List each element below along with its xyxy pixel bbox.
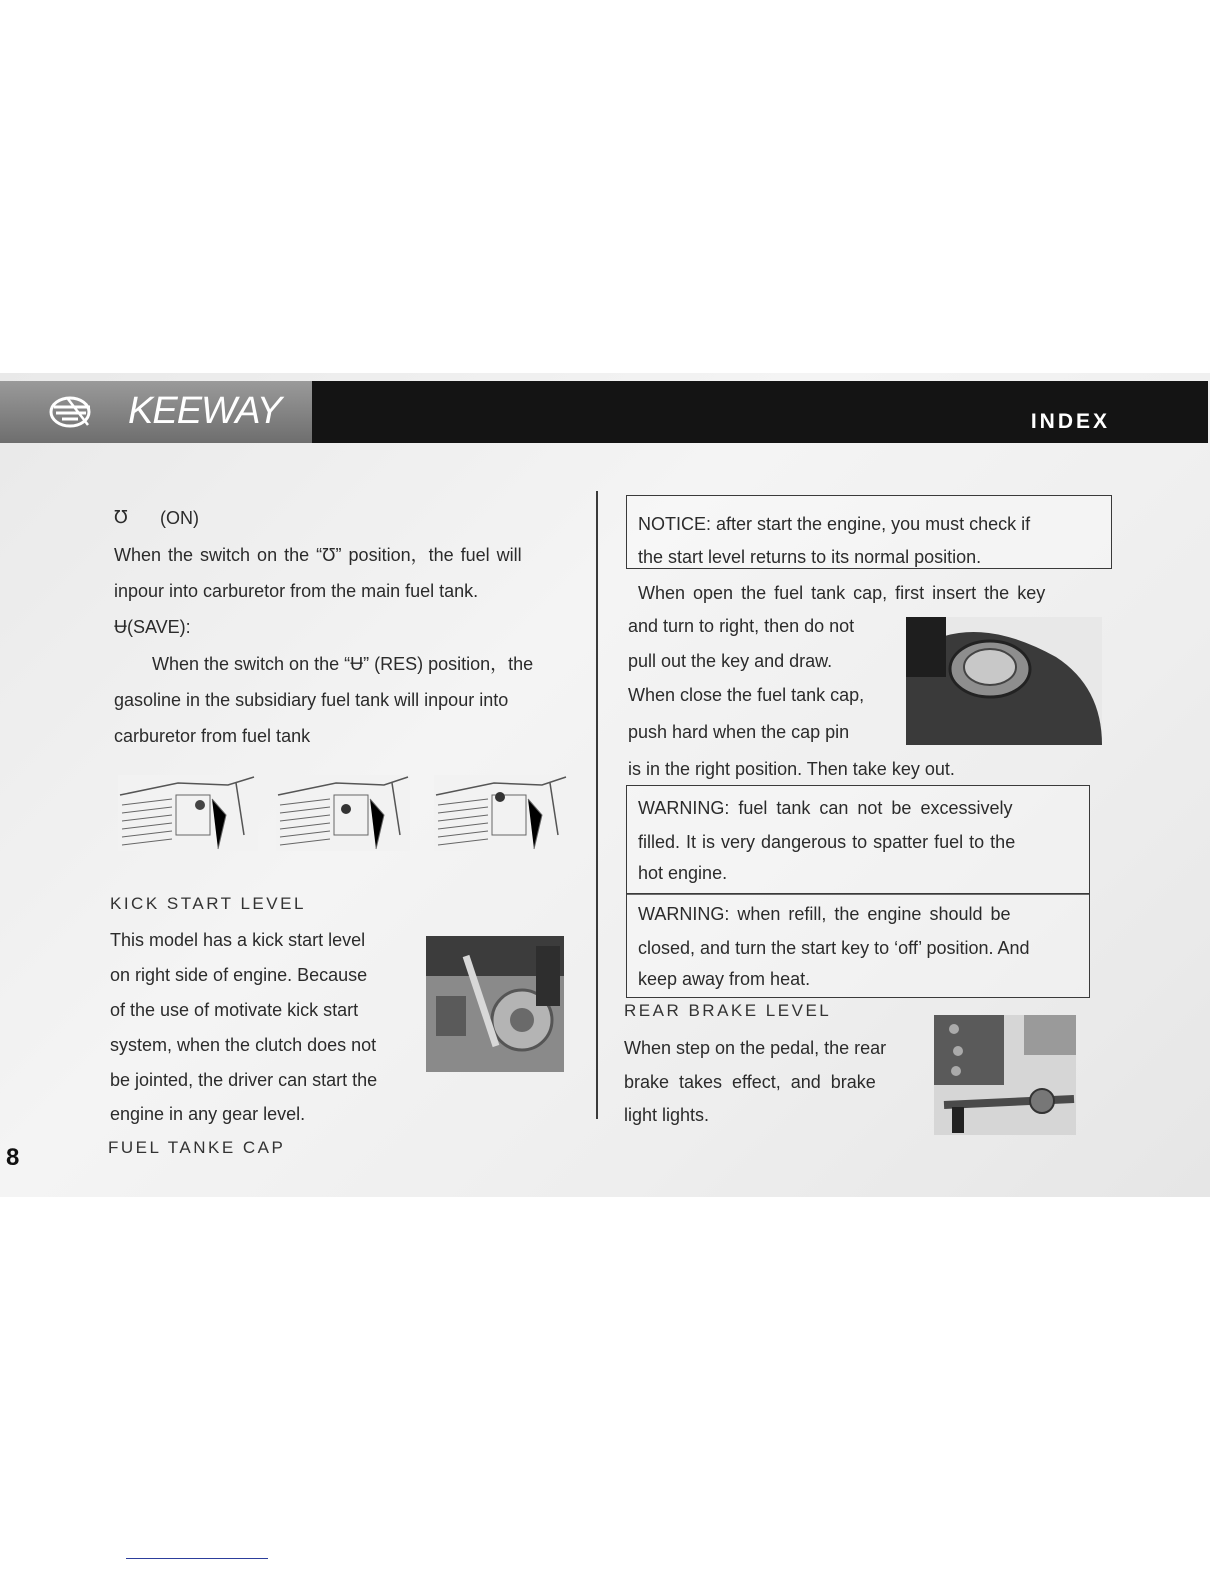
on-text-line-1: When the switch on the “Ʊ” position，the fuel will bbox=[114, 545, 522, 565]
kick-text-line: system, when the clutch does not bbox=[110, 1035, 377, 1055]
kick-start-photo bbox=[426, 936, 564, 1072]
on-label: (ON) bbox=[160, 508, 199, 528]
page-header bbox=[0, 381, 1208, 443]
brand-logo-text: KEEWAY bbox=[128, 390, 282, 432]
cap-text-line: When open the fuel tank cap, first insert the key bbox=[638, 583, 1046, 603]
kick-text-line: of the use of motivate kick start bbox=[110, 1000, 359, 1020]
save-text-line-1: When the switch on the “Ʉ” (RES) position，the bbox=[152, 654, 534, 674]
rear-brake-heading: REAR BRAKE LEVEL bbox=[624, 1001, 832, 1020]
cap-text-line: pull out the key and draw. bbox=[628, 651, 833, 671]
brake-text-line: brake takes effect, and brake bbox=[624, 1072, 876, 1092]
warning1-text-line: filled. It is very dangerous to spatter fuel to the bbox=[638, 832, 1016, 852]
keeway-logo-icon bbox=[48, 395, 96, 429]
kick-start-heading: KICK START LEVEL bbox=[110, 894, 306, 913]
cap-text-line: push hard when the cap pin bbox=[628, 722, 850, 742]
warning2-text-line: keep away from heat. bbox=[638, 969, 811, 989]
kick-text-line: on right side of engine. Because bbox=[110, 965, 368, 985]
cap-text-line: is in the right position. Then take key out. bbox=[628, 759, 955, 779]
footer-link-underline bbox=[126, 1558, 268, 1559]
index-label: INDEX bbox=[1030, 410, 1110, 433]
switch-diagram-off bbox=[276, 775, 410, 851]
cap-text-line: When close the fuel tank cap, bbox=[628, 685, 865, 705]
column-divider bbox=[596, 491, 598, 1119]
save-text-line-2: gasoline in the subsidiary fuel tank will inpour into bbox=[114, 690, 509, 710]
logo-block bbox=[0, 381, 312, 443]
notice-text-line-2: the start level returns to its normal position. bbox=[638, 547, 982, 567]
rear-brake-photo bbox=[934, 1015, 1076, 1135]
page-number: 8 bbox=[6, 1144, 20, 1171]
save-text-line-3: carburetor from fuel tank bbox=[114, 726, 311, 746]
warning1-text-line: WARNING: fuel tank can not be excessively bbox=[638, 798, 1013, 818]
warning2-text-line: closed, and turn the start key to ‘off’ position. And bbox=[638, 938, 1030, 958]
manual-page bbox=[0, 373, 1210, 1197]
on-symbol: Ʊ bbox=[114, 507, 128, 528]
on-text-line-2: inpour into carburetor from the main fuel tank. bbox=[114, 581, 479, 601]
kick-text-line: be jointed, the driver can start the bbox=[110, 1070, 378, 1090]
warning2-text-line: WARNING: when refill, the engine should be bbox=[638, 904, 1011, 924]
switch-diagram-on bbox=[118, 775, 258, 851]
save-label: Ʉ(SAVE): bbox=[114, 617, 191, 637]
kick-text-line: engine in any gear level. bbox=[110, 1104, 306, 1124]
fuel-tank-cap-heading: FUEL TANKE CAP bbox=[108, 1138, 286, 1157]
brake-text-line: light lights. bbox=[624, 1105, 710, 1125]
switch-diagram-res bbox=[434, 775, 568, 851]
notice-text-line-1: NOTICE: after start the engine, you must check if bbox=[638, 514, 1031, 534]
warning1-text-line: hot engine. bbox=[638, 863, 728, 883]
cap-text-line: and turn to right, then do not bbox=[628, 616, 855, 636]
fuel-tank-cap-photo bbox=[906, 617, 1102, 745]
kick-text-line: This model has a kick start level bbox=[110, 930, 366, 950]
brake-text-line: When step on the pedal, the rear bbox=[624, 1038, 887, 1058]
